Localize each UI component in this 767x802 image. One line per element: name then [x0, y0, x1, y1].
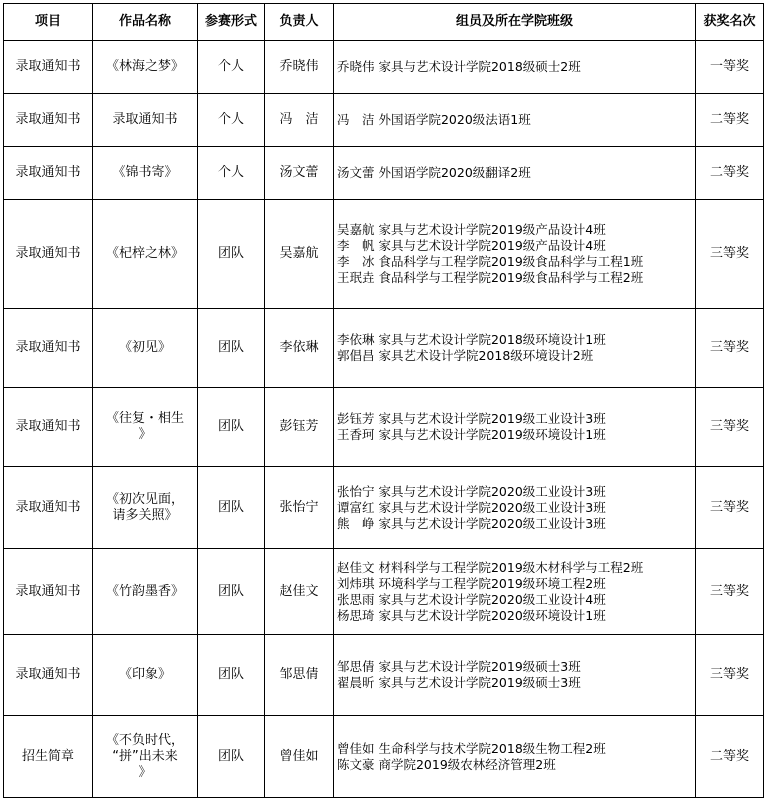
- member-line: 谭富红 家具与艺术设计学院2020级工业设计3班: [337, 499, 606, 515]
- member-line: 刘炜琪 环境科学与工程学院2019级环境工程2班: [337, 575, 606, 591]
- member-line: 熊 峥 家具与艺术设计学院2020级工业设计3班: [337, 515, 606, 531]
- work-name-text: 《印象》: [118, 667, 171, 682]
- header-project: 项目: [4, 4, 93, 41]
- cell-members: [334, 716, 696, 798]
- table-row: [4, 467, 764, 549]
- cell-work-name: [93, 94, 198, 147]
- table-row: [4, 635, 764, 716]
- table-row: [4, 309, 764, 388]
- member-line: 李 帆 家具与艺术设计学院2019级产品设计4班: [337, 238, 606, 253]
- awards-table: [3, 3, 764, 798]
- cell-leader: 张怡宁: [265, 467, 334, 549]
- work-name-text: 录取通知书: [112, 112, 178, 127]
- cell-project: 录取通知书: [4, 147, 93, 200]
- table-body: [4, 41, 764, 798]
- cell-leader: 李依琳: [265, 309, 334, 388]
- cell-project: 录取通知书: [4, 635, 93, 716]
- table-row: [4, 716, 764, 798]
- table-row: [4, 147, 764, 200]
- cell-award: 三等奖: [696, 635, 764, 716]
- cell-members: [334, 200, 696, 309]
- header-award: 获奖名次: [696, 4, 764, 41]
- member-line: 冯 洁 外国语学院2020级法语1班: [337, 112, 531, 127]
- member-line: 吴嘉航 家具与艺术设计学院2019级产品设计4班: [337, 222, 606, 237]
- cell-entry-form: 团队: [198, 467, 265, 549]
- member-line: 彭钰芳 家具与艺术设计学院2019级工业设计3班: [337, 411, 606, 426]
- cell-members: [334, 94, 696, 147]
- cell-members: [334, 309, 696, 388]
- cell-entry-form: 个人: [198, 41, 265, 94]
- cell-members: [334, 549, 696, 635]
- member-line: 乔晓伟 家具与艺术设计学院2018级硕士2班: [337, 59, 581, 74]
- cell-leader: 赵佳文: [265, 549, 334, 635]
- cell-leader: 彭钰芳: [265, 388, 334, 467]
- table-row: [4, 388, 764, 467]
- cell-entry-form: 团队: [198, 200, 265, 309]
- cell-project: 录取通知书: [4, 200, 93, 309]
- cell-project: 录取通知书: [4, 549, 93, 635]
- table-row: [4, 41, 764, 94]
- member-line: 陈文豪 商学院2019级农林经济管理2班: [337, 756, 556, 772]
- member-line: 曾佳如 生命科学与技术学院2018级生物工程2班: [337, 740, 606, 756]
- cell-entry-form: 团队: [198, 549, 265, 635]
- cell-work-name: [93, 716, 198, 798]
- cell-project: 录取通知书: [4, 388, 93, 467]
- header-entry-form: 参赛形式: [198, 4, 265, 41]
- member-line: 杨思琦 家具与艺术设计学院2020级环境设计1班: [337, 607, 606, 623]
- header-leader: 负责人: [265, 4, 334, 41]
- cell-work-name: [93, 147, 198, 200]
- member-line: 王珉垚 食品科学与工程学院2019级食品科学与工程2班: [337, 270, 644, 285]
- work-name-text: 《初见》: [118, 340, 171, 355]
- table-row: [4, 549, 764, 635]
- work-name-text: 《不负时代， “拼”出未来 》: [105, 732, 184, 780]
- member-line: 翟晨昕 家具与艺术设计学院2019级硕士3班: [337, 675, 581, 690]
- cell-leader: 冯 洁: [265, 94, 334, 147]
- member-line: 邹思倩 家具与艺术设计学院2019级硕士3班: [337, 659, 581, 674]
- cell-entry-form: 个人: [198, 147, 265, 200]
- header-members: 组员及所在学院班级: [334, 4, 696, 41]
- cell-members: [334, 147, 696, 200]
- table-row: [4, 200, 764, 309]
- cell-leader: 汤文蕾: [265, 147, 334, 200]
- work-name-text: 《林海之梦》: [105, 59, 184, 74]
- work-name-text: 《竹韵墨香》: [105, 583, 184, 599]
- member-line: 张思雨 家具与艺术设计学院2020级工业设计4班: [337, 591, 606, 607]
- cell-leader: 吴嘉航: [265, 200, 334, 309]
- cell-award: 二等奖: [696, 147, 764, 200]
- table-header-row: [4, 4, 764, 41]
- cell-award: 三等奖: [696, 200, 764, 309]
- cell-members: [334, 467, 696, 549]
- cell-award: 一等奖: [696, 41, 764, 94]
- cell-project: 录取通知书: [4, 41, 93, 94]
- cell-work-name: [93, 200, 198, 309]
- cell-leader: 乔晓伟: [265, 41, 334, 94]
- member-line: 郭倡昌 家具艺术设计学院2018级环境设计2班: [337, 348, 594, 363]
- cell-award: 三等奖: [696, 549, 764, 635]
- table-row: [4, 94, 764, 147]
- cell-project: 录取通知书: [4, 94, 93, 147]
- cell-members: [334, 635, 696, 716]
- work-name-text: 《杞梓之林》: [105, 246, 184, 261]
- cell-members: [334, 388, 696, 467]
- member-line: 赵佳文 材料科学与工程学院2019级木材科学与工程2班: [337, 559, 644, 575]
- cell-entry-form: 团队: [198, 716, 265, 798]
- cell-project: 录取通知书: [4, 467, 93, 549]
- cell-award: 三等奖: [696, 309, 764, 388]
- cell-work-name: [93, 467, 198, 549]
- work-name-text: 《锦书寄》: [112, 165, 178, 180]
- cell-award: 三等奖: [696, 388, 764, 467]
- cell-award: 二等奖: [696, 94, 764, 147]
- cell-work-name: [93, 549, 198, 635]
- cell-project: 招生简章: [4, 716, 93, 798]
- cell-entry-form: 团队: [198, 635, 265, 716]
- member-line: 王香珂 家具与艺术设计学院2019级环境设计1班: [337, 427, 606, 442]
- cell-leader: 邹思倩: [265, 635, 334, 716]
- cell-members: [334, 41, 696, 94]
- cell-award: 二等奖: [696, 716, 764, 798]
- cell-project: 录取通知书: [4, 309, 93, 388]
- cell-work-name: [93, 388, 198, 467]
- member-line: 李 冰 食品科学与工程学院2019级食品科学与工程1班: [337, 254, 644, 269]
- member-line: 汤文蕾 外国语学院2020级翻译2班: [337, 165, 531, 180]
- cell-leader: 曾佳如: [265, 716, 334, 798]
- cell-entry-form: 团队: [198, 388, 265, 467]
- cell-work-name: [93, 41, 198, 94]
- cell-award: 三等奖: [696, 467, 764, 549]
- work-name-text: 《初次见面， 请多关照》: [105, 491, 184, 523]
- member-line: 李依琳 家具与艺术设计学院2018级环境设计1班: [337, 332, 606, 347]
- cell-work-name: [93, 309, 198, 388]
- cell-work-name: [93, 635, 198, 716]
- header-work-name: 作品名称: [93, 4, 198, 41]
- work-name-text: 《往复・相生 》: [105, 411, 184, 442]
- cell-entry-form: 团队: [198, 309, 265, 388]
- member-line: 张怡宁 家具与艺术设计学院2020级工业设计3班: [337, 483, 606, 499]
- cell-entry-form: 个人: [198, 94, 265, 147]
